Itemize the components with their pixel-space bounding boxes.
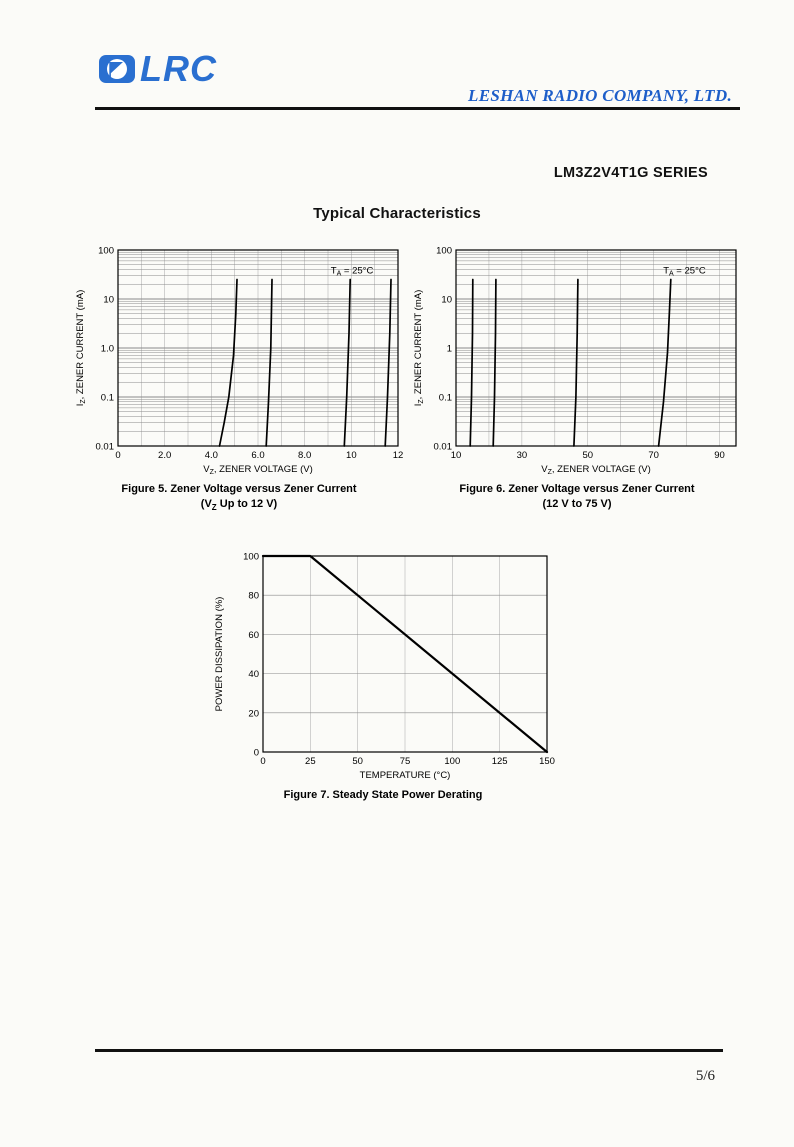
figure7-caption-line1: Figure 7. Steady State Power Derating: [283, 789, 483, 801]
svg-text:POWER DISSIPATION (%): POWER DISSIPATION (%): [214, 596, 225, 712]
company-name: LESHAN RADIO COMPANY, LTD.: [468, 86, 732, 105]
svg-text:0.1: 0.1: [438, 392, 452, 404]
svg-text:0: 0: [260, 756, 266, 767]
svg-text:VZ, ZENER VOLTAGE (V): $V_Z$, ZENER VOLTAGE (V): [203, 464, 313, 476]
svg-text:4.0: 4.0: [204, 450, 218, 461]
svg-text:75: 75: [399, 756, 411, 767]
svg-text:100: 100: [243, 551, 259, 563]
svg-text:10: 10: [103, 294, 114, 306]
figure7-block: [211, 548, 555, 803]
figure7-chart: [211, 548, 555, 782]
svg-text:12: 12: [392, 450, 404, 461]
svg-text:10: 10: [450, 450, 462, 461]
figure5-caption-line2: ($V_Z$ Up to 12 V): [200, 498, 278, 513]
svg-text:100: 100: [436, 245, 452, 257]
svg-text:0.01: 0.01: [95, 441, 114, 453]
section-title: Typical Characteristics: [313, 205, 481, 222]
svg-text:150: 150: [539, 756, 555, 767]
svg-text:0.1: 0.1: [100, 392, 114, 404]
figure5-caption-line1: Figure 5. Zener Voltage versus Zener Current: [121, 483, 357, 495]
lrc-logo: [98, 48, 217, 89]
svg-text:TEMPERATURE (°C): TEMPERATURE (°C): [359, 770, 451, 781]
svg-text:10: 10: [441, 294, 452, 306]
svg-text:2.0: 2.0: [158, 450, 172, 461]
svg-text:80: 80: [248, 590, 259, 602]
svg-text:0.01: 0.01: [433, 441, 452, 453]
svg-text:70: 70: [648, 450, 659, 461]
figure6-caption-line2: (12 V to 75 V): [542, 498, 612, 511]
svg-text:TA = 25°C: $T_A = 25^\circ C$: [330, 265, 374, 278]
svg-text:0: 0: [115, 450, 121, 461]
lrc-logo-text: LRC: [140, 48, 217, 89]
svg-text:1: 1: [446, 343, 452, 355]
svg-text:IZ, ZENER CURRENT (mA): $I_Z$, ZENER CURRENT (mA): [75, 289, 87, 407]
top-charts-row: [72, 242, 744, 514]
svg-text:90: 90: [714, 450, 725, 461]
figure7-caption: [284, 788, 483, 803]
svg-text:1.0: 1.0: [100, 343, 114, 355]
svg-text:60: 60: [248, 629, 259, 641]
svg-text:50: 50: [582, 450, 594, 461]
lrc-logo-icon: [98, 54, 136, 84]
page-number: 5/6: [695, 1068, 715, 1084]
figure5-chart: [72, 242, 406, 476]
svg-text:125: 125: [491, 756, 508, 767]
svg-text:50: 50: [352, 756, 363, 767]
svg-text:TA = 25°C: $T_A = 25^\circ C$: [663, 265, 706, 278]
svg-text:IZ, ZENER CURRENT (mA): $I_Z$, ZENER CURRENT (mA): [413, 289, 425, 407]
footer-rule: [95, 1049, 723, 1052]
svg-text:8.0: 8.0: [298, 450, 312, 461]
svg-text:20: 20: [248, 708, 259, 720]
figure5-block: [72, 242, 406, 514]
svg-text:10: 10: [346, 450, 357, 461]
svg-text:30: 30: [516, 450, 528, 461]
figure6-block: [410, 242, 744, 514]
figure6-chart: [410, 242, 744, 476]
svg-text:VZ, ZENER VOLTAGE (V): $V_Z$, ZENER VOLTAGE (V): [541, 464, 651, 476]
svg-text:6.0: 6.0: [251, 450, 265, 461]
svg-text:25: 25: [305, 756, 316, 767]
figure5-caption: [121, 482, 356, 514]
svg-text:100: 100: [444, 756, 461, 767]
series-title: LM3Z2V4T1G SERIES: [553, 165, 708, 181]
figure6-caption: [459, 482, 694, 513]
figure6-caption-line1: Figure 6. Zener Voltage versus Zener Current: [459, 483, 695, 495]
svg-text:100: 100: [98, 245, 114, 257]
header-rule: [95, 107, 740, 110]
svg-text:40: 40: [248, 669, 259, 681]
svg-text:0: 0: [253, 747, 259, 759]
